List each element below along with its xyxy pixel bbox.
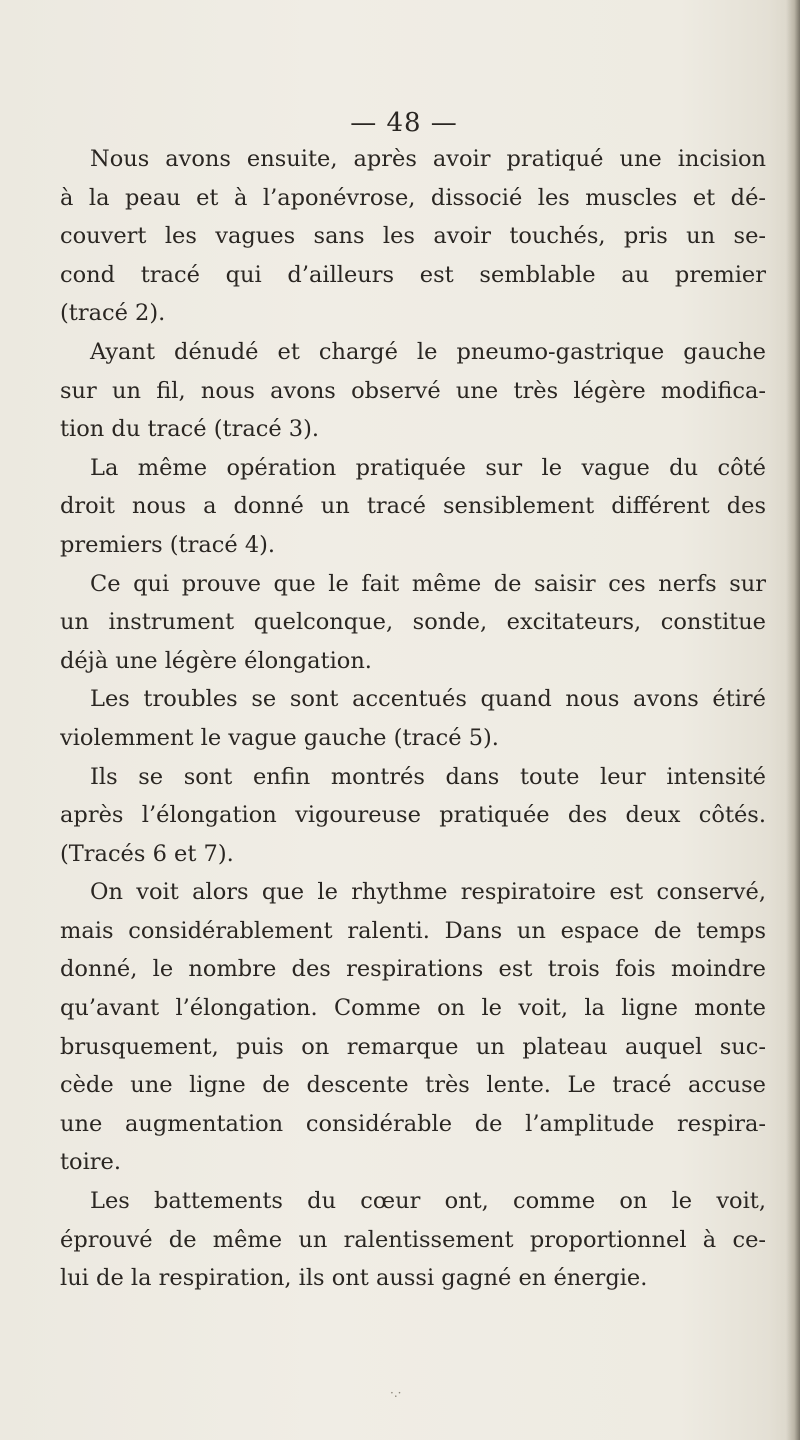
text-line: cond tracé qui d’ailleurs est semblable au premier [60,261,766,288]
text-line: éprouvé de même un ralentissement proportionnel à ce- [60,1226,766,1253]
text-line: premiers (tracé 4). [60,531,276,558]
text-line: un instrument quelconque, sonde, excitateurs, constitue [60,609,766,636]
text-line: On voit alors que le rhythme respiratoire est conservé, [90,879,766,906]
text-line: à la peau et à l’aponévrose, dissocié les muscles et dé- [60,184,766,211]
page-edge-shadow [786,0,800,1440]
text-line: tion du tracé (tracé 3). [60,416,320,443]
text-line: lui de la respiration, ils ont aussi gagné en énergie. [60,1265,648,1292]
text-line: droit nous a donné un tracé sensiblement différent des [60,493,766,520]
body-text [60,140,766,1298]
text-line: brusquement, puis on remarque un plateau auquel suc- [60,1033,766,1060]
text-line: toire. [60,1149,122,1176]
text-line: Ils se sont enfin montrés dans toute leur intensité [90,763,766,790]
text-line: donné, le nombre des respirations est trois fois moindre [60,956,766,983]
text-line: mais considérablement ralenti. Dans un espace de temps [60,917,766,944]
text-line: (Tracés 6 et 7). [60,840,234,867]
text-line: après l’élongation vigoureuse pratiquée des deux côtés. [60,802,766,829]
text-line: une augmentation considérable de l’amplitude respira- [60,1110,766,1137]
text-line: (tracé 2). [60,300,166,327]
text-line: Les battements du cœur ont, comme on le voit, [90,1188,766,1215]
text-line: La même opération pratiquée sur le vague du côté [90,454,766,481]
text-line: Nous avons ensuite, après avoir pratiqué une incision [90,146,766,172]
text-line: cède une ligne de descente très lente. Le tracé accuse [60,1072,766,1099]
text-line: Ce qui prouve que le fait même de saisir ces nerfs sur [90,570,766,597]
text-line: sur un fil, nous avons observé une très légère modifica- [60,377,766,404]
page-number: — 48 — [350,108,458,138]
text-line: couvert les vagues sans les avoir touchés, pris un se- [60,223,766,250]
text-line: Les troubles se sont accentués quand nous avons étiré [90,686,766,713]
text-line: Ayant dénudé et chargé le pneumo-gastrique gauche [90,338,766,365]
text-line: violemment le vague gauche (tracé 5). [60,724,499,751]
print-speck-mark: ·.· [390,1386,402,1400]
text-line: déjà une légère élongation. [60,647,372,674]
text-line: qu’avant l’élongation. Comme on le voit, la ligne monte [60,995,766,1022]
